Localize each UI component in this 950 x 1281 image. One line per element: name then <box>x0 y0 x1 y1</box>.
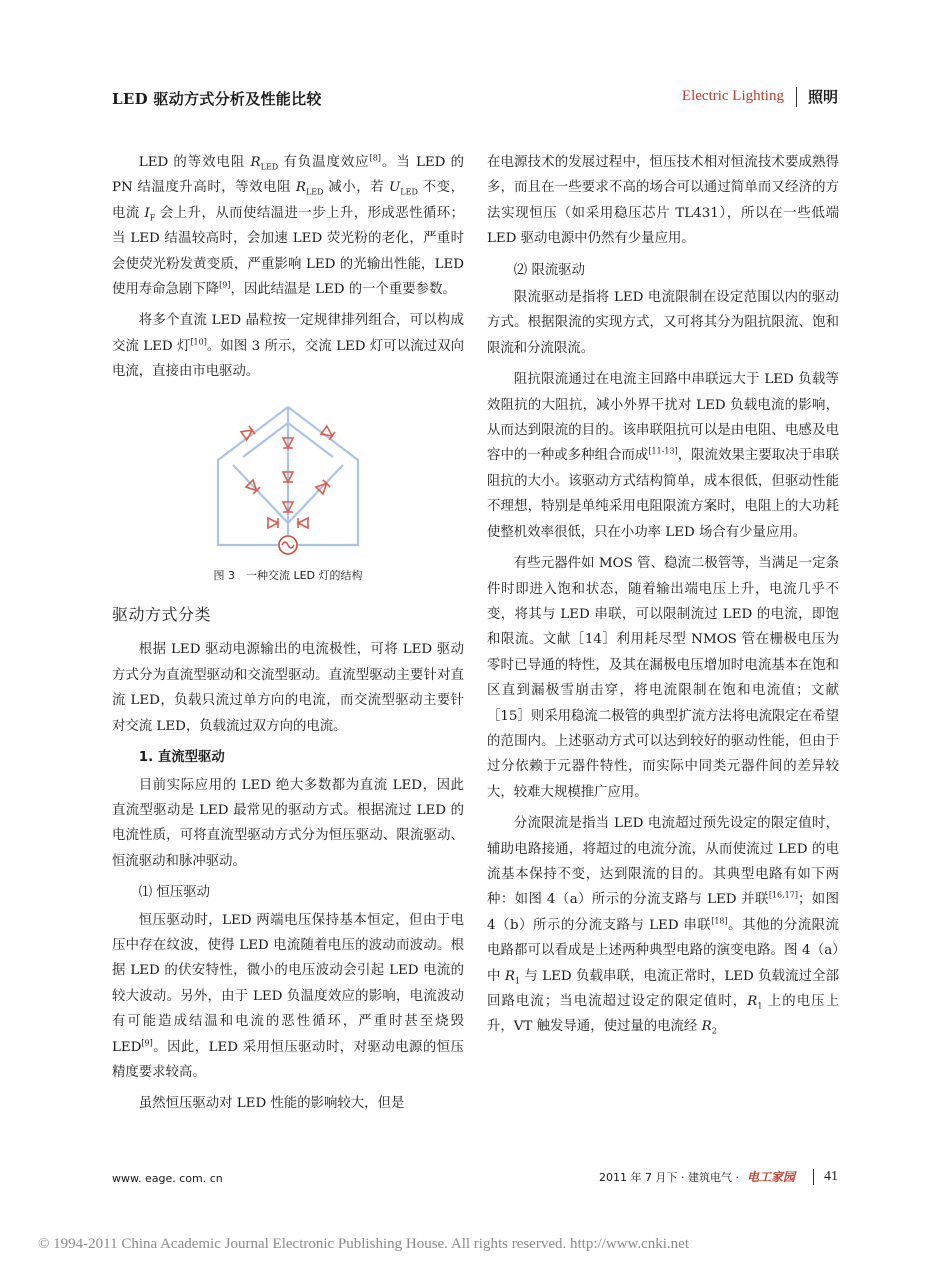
journal-name-en: Electric Lighting <box>681 88 784 104</box>
paragraph: 分流限流是指当 LED 电流超过预先设定的限定值时，辅助电路接通，将超过的电流分流，从而使流过 LED 的电流基本保持不变，达到限流的目的。其典型电路有如下两种：如图 4（a）所示的分流支路与 LED 并联[16,17]；如图 4（b）所示的分流支路与 LED 串联[18]。其他的分流限流电路都可以看成是上述两种典型电路的演变电路。图 4（a）中 $R_1$ 与 LED 负载串联，电流正常时，LED 负载流过全部回路电流；当电流超过设定的限定值时，$R_1$ 上的电压上升，VT 触发导通，使过量的电流经 $R_2$ <box>487 816 840 1037</box>
citation: [18] <box>711 916 728 926</box>
paragraph: 恒压驱动时，LED 两端电压保持基本恒定，但由于电压中存在纹波，使得 LED 电流随着电压的波动而波动。根据 LED 的伏安特性，微小的电压波动会引起 LED 电流的较大波动。另外，由于 LED 负温度效应的影响，电流波动有可能造成结温和电流的恶性循环，严重时甚至烧毁 LED[9]。因此，LED 采用恒压驱动时，对驱动电源的恒压精度要求较高。 <box>112 912 464 1080</box>
paragraph: LED 的等效电阻 $R_{LED}$ 有负温度效应[8]。当 LED 的 PN 结温度升高时，等效电阻 $R_{LED}$ 减小，若 $U_{LED}$ 不变，电流 $I_F$ 会上升，从而使结温进一步上升，形成恶性循环；当 LED 结温较高时，会加速 LED 荧光粉的老化，严重时会使荧光粉发黄变质，严重影响 LED 的光输出性能，LED 使用寿命急剧下降[9]，因此结温是 LED 的一个重要参数。 <box>112 153 465 298</box>
copyright-notice: © 1994-2011 China Academic Journal Electronic Publishing House. All rights reserved. http://www.cnki.net <box>38 1236 690 1252</box>
list-heading: ⑴ 恒压驱动 <box>138 885 211 901</box>
running-header-journal <box>682 86 838 107</box>
led-diode <box>268 518 278 528</box>
publisher-logo: 电工家园 <box>746 1170 795 1184</box>
figure-3 <box>112 395 464 588</box>
subsection-title: 1. 直流型驱动 <box>138 750 225 766</box>
list-heading: ⑵ 限流驱动 <box>513 262 586 278</box>
journal-name-cn: 照明 <box>807 88 838 106</box>
paragraph: 根据 LED 驱动电源输出的电流极性，可将 LED 驱动方式分为直流型驱动和交流型驱动。直流型驱动主要针对直流 LED，负载只流过单方向的电流，而交流型驱动主要针对交流 LED，负载流过双方向的电流。 <box>112 642 464 734</box>
citation: [8] <box>369 153 382 163</box>
paragraph: 有些元器件如 MOS 管、稳流二极管等，当满足一定条件时即进入饱和状态，随着输出端电压上升，电流几乎不变，将其与 LED 串联，可以限制流过 LED 的电流，即饱和限流。文献［14］利用耗尽型 NMOS 管在栅极电压为零时已导通的特性，及其在漏极电压增加时电流基本在饱和区直到漏极雪崩击穿，将电流限制在饱和电流值；文献［15］则采用稳流二极管的典型扩流方法将电流限定在希望的范围内。上述驱动方式可以达到较好的驱动性能，但由于过分依赖于元器件特性，而实际中同类元器件间的差异较大，较难大规模推广应用。 <box>487 556 839 800</box>
citation: [9] <box>141 1038 153 1048</box>
running-header-title: LED 驱动方式分析及性能比较 <box>112 90 322 108</box>
paragraph: 限流驱动是指将 LED 电流限制在设定范围以内的驱动方式。根据限流的实现方式，又可将其分为阻抗限流、饱和限流和分流限流。 <box>487 290 839 356</box>
section-title: 驱动方式分类 <box>112 605 212 625</box>
footer-website: www. eage. com. cn <box>112 1172 223 1185</box>
paragraph: 虽然恒压驱动对 LED 性能的影响较大，但是 <box>138 1096 405 1112</box>
paragraph: 阻抗限流通过在电流主回路中串联远大于 LED 负载等效阻抗的大阻抗，减小外界干扰对 LED 负载电流的影响，从而达到限流的目的。该串联阻抗可以是由电阻、电感及电容中的一种或多种组合而成[11-13]，限流效果主要取决于串联阻抗的大小。该驱动方式结构简单，成本很低，但驱动性能不理想，特别是单纯采用电阻限流方案时，电阻上的大功耗使整机效率很低，只在小功率 LED 场合有少量应用。 <box>487 372 839 540</box>
paragraph: 目前实际应用的 LED 绝大多数都为直流 LED，因此直流型驱动是 LED 最常见的驱动方式。根据流过 LED 的电流性质，可将直流型驱动方式分为恒压驱动、限流驱动、恒流驱动和脉冲驱动。 <box>112 777 464 869</box>
citation: [9] <box>219 280 231 290</box>
right-column <box>487 150 839 1046</box>
header-divider <box>796 87 797 107</box>
footer-info <box>599 1168 838 1185</box>
citation: [10] <box>190 337 207 347</box>
led-diode <box>298 518 308 528</box>
footer-divider <box>813 1169 814 1185</box>
paragraph: 将多个直流 LED 晶粒按一定规律排列组合，可以构成交流 LED 灯[10]。如图 3 所示，交流 LED 灯可以流过双向电流，直接由市电驱动。 <box>112 313 464 380</box>
paragraph: 在电源技术的发展过程中，恒压技术相对恒流技术要成熟得多，而且在一些要求不高的场合可以通过简单而又经济的方法实现恒压（如采用稳压芯片 TL431），所以在一些低端 LED 驱动电源中仍然有少量应用。 <box>487 155 839 247</box>
citation: [11-13] <box>648 447 678 456</box>
ac-led-circuit-diagram <box>203 395 373 555</box>
footer-issue: 2011 年 7 月下 · 建筑电气 · <box>599 1170 739 1184</box>
citation: [16,17] <box>768 890 798 900</box>
figure-caption: 图 3 一种交流 LED 灯的结构 <box>213 568 363 582</box>
page-number: 41 <box>824 1168 838 1184</box>
left-column <box>112 150 464 1123</box>
